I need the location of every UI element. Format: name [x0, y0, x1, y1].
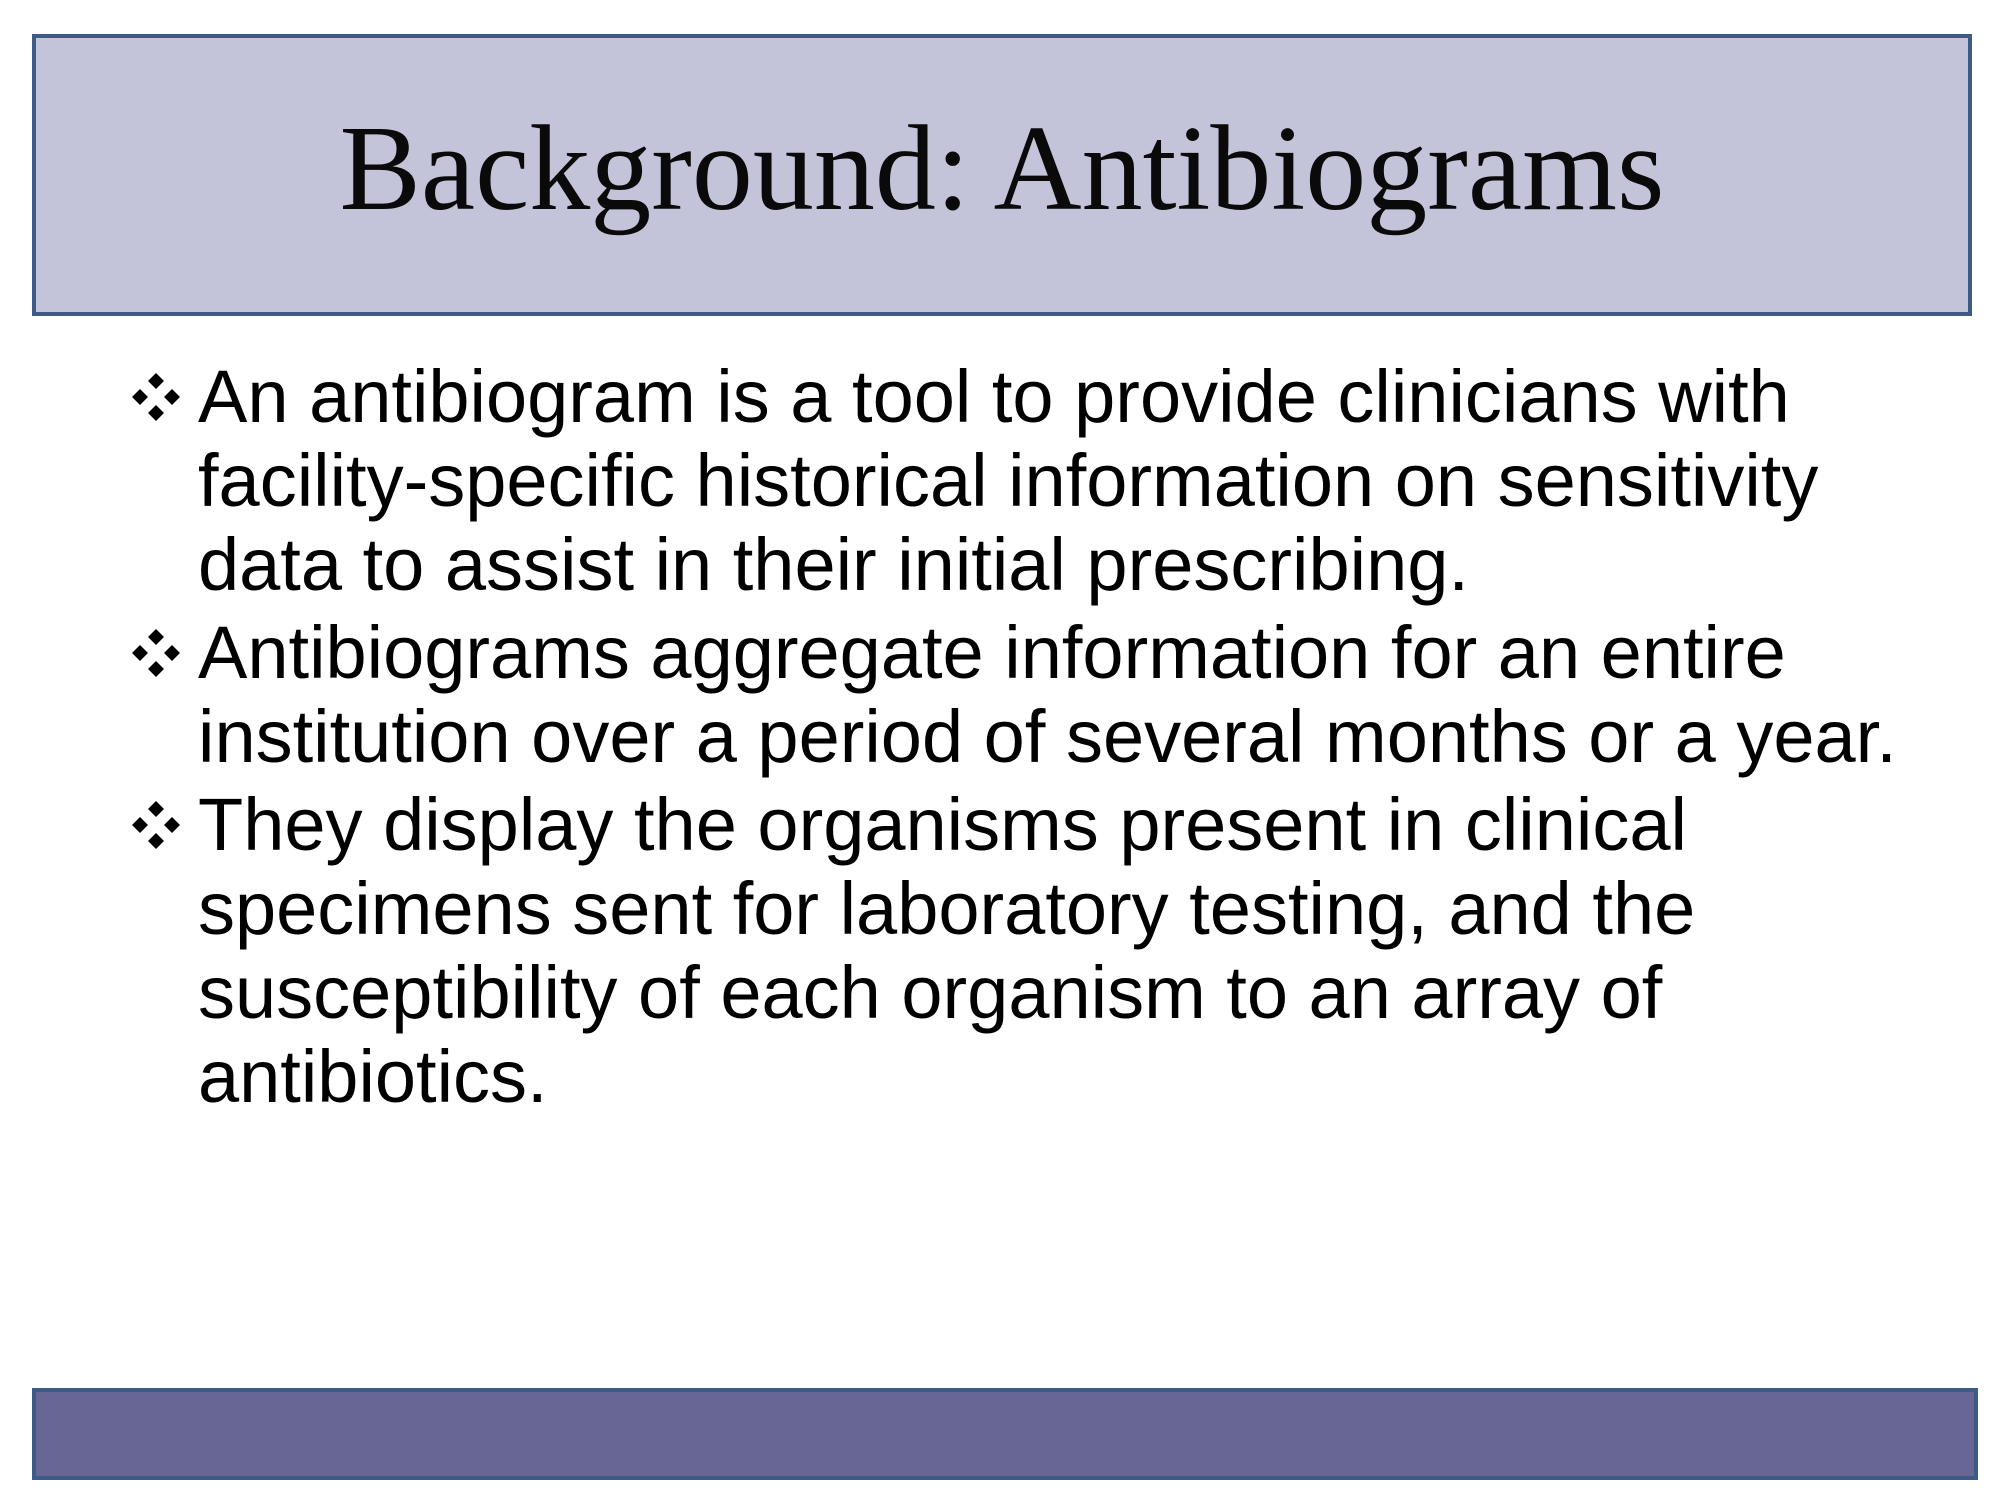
four-diamond-bullet-icon — [130, 783, 192, 867]
bullet-text: They display the organisms present in clinical specimens sent for laboratory testing, and the susceptibility of each organism to an array of antibiotics. — [198, 783, 1696, 1118]
bullet-list — [130, 355, 1960, 1123]
bullet-item — [130, 611, 1960, 779]
title-box — [32, 34, 1972, 316]
four-diamond-bullet-icon — [130, 611, 192, 695]
bullet-item — [130, 355, 1960, 607]
footer-bar — [32, 1388, 1978, 1480]
four-diamond-bullet-icon — [130, 355, 192, 439]
bullet-text: Antibiograms aggregate information for an entire institution over a period of several months or a year. — [198, 611, 1897, 778]
slide-title: Background: Antibiograms — [339, 101, 1665, 236]
bullet-text: An antibiogram is a tool to provide clinicians with facility-specific historical information on sensitivity data to assist in their initial prescribing. — [198, 355, 1819, 606]
bullet-item — [130, 783, 1960, 1119]
